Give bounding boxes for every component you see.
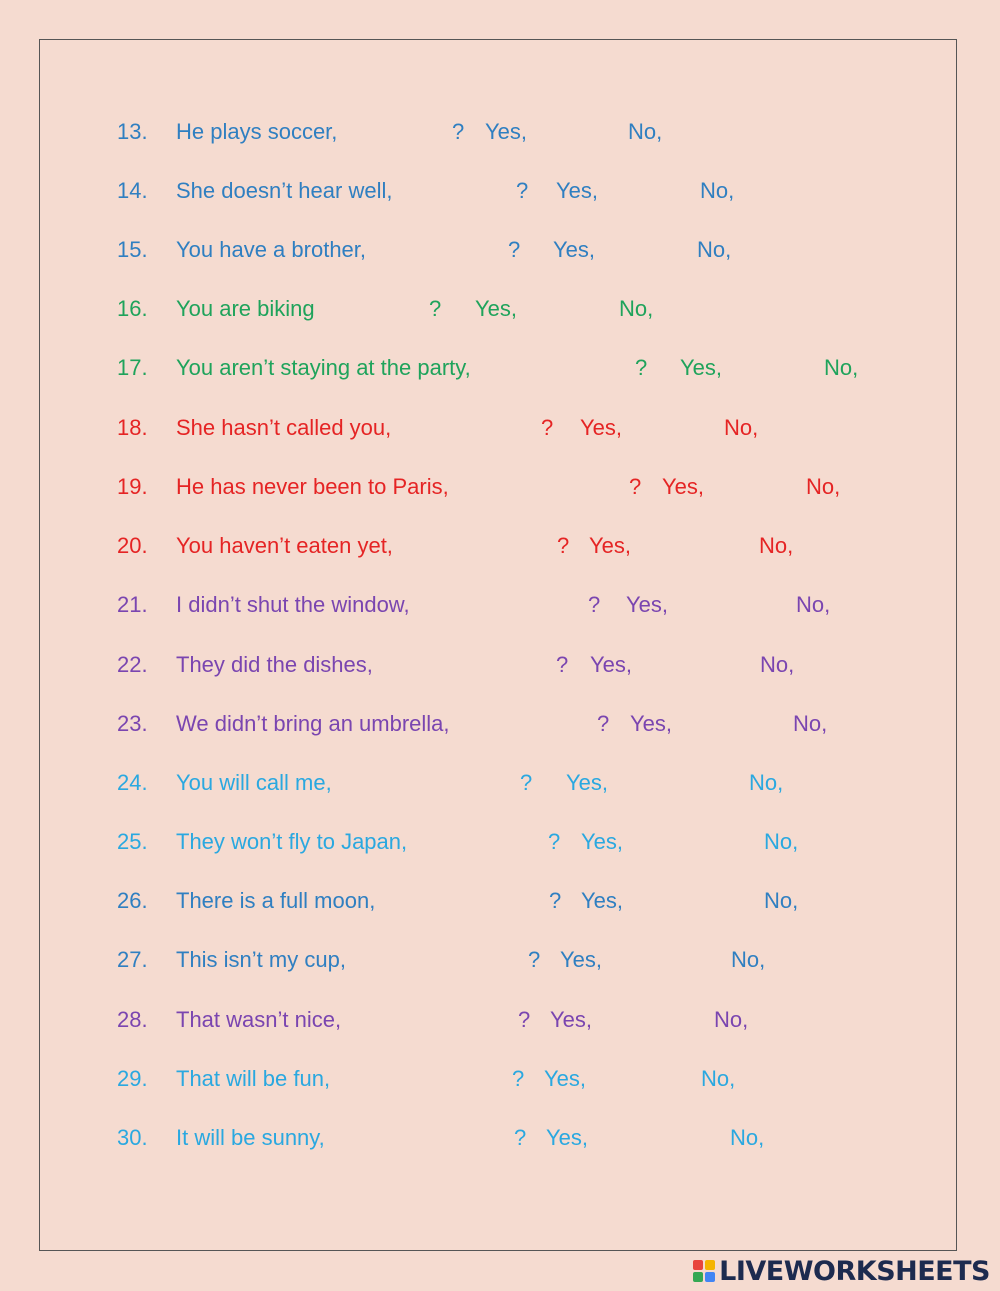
question-number: 19. bbox=[117, 474, 148, 499]
no-answer-label: No, bbox=[764, 829, 799, 854]
no-answer-label: No, bbox=[760, 652, 795, 677]
question-sentence: They won’t fly to Japan, bbox=[176, 829, 408, 854]
yes-answer-label: Yes, bbox=[556, 178, 599, 203]
question-mark: ? bbox=[635, 355, 648, 380]
question-sentence: She hasn’t called you, bbox=[176, 415, 392, 440]
logo-mark-icon bbox=[693, 1260, 715, 1282]
question-sentence: That will be fun, bbox=[176, 1066, 331, 1091]
question-sentence: It will be sunny, bbox=[176, 1125, 325, 1150]
question-number: 22. bbox=[117, 652, 148, 677]
question-mark: ? bbox=[588, 592, 601, 617]
question-mark: ? bbox=[548, 829, 561, 854]
question-number: 30. bbox=[117, 1125, 148, 1150]
question-sentence: He plays soccer, bbox=[176, 119, 338, 144]
question-sentence: That wasn’t nice, bbox=[176, 1007, 342, 1032]
question-number: 29. bbox=[117, 1066, 148, 1091]
logo-square bbox=[705, 1272, 715, 1282]
question-sentence: He has never been to Paris, bbox=[176, 474, 449, 499]
question-row bbox=[0, 1002, 1000, 1038]
question-row bbox=[0, 765, 1000, 801]
no-answer-label: No, bbox=[619, 296, 654, 321]
question-row bbox=[0, 173, 1000, 209]
question-mark: ? bbox=[629, 474, 642, 499]
question-number: 14. bbox=[117, 178, 148, 203]
question-row bbox=[0, 232, 1000, 268]
question-row bbox=[0, 410, 1000, 446]
question-number: 17. bbox=[117, 355, 148, 380]
question-sentence: This isn’t my cup, bbox=[176, 947, 346, 972]
logo-text: LIVEWORKSHEETS bbox=[719, 1255, 990, 1287]
question-mark: ? bbox=[520, 770, 533, 795]
question-mark: ? bbox=[597, 711, 610, 736]
question-row bbox=[0, 824, 1000, 860]
question-number: 13. bbox=[117, 119, 148, 144]
question-row bbox=[0, 114, 1000, 150]
logo-square bbox=[693, 1272, 703, 1282]
question-mark: ? bbox=[556, 652, 569, 677]
yes-answer-label: Yes, bbox=[544, 1066, 587, 1091]
no-answer-label: No, bbox=[793, 711, 828, 736]
question-mark: ? bbox=[528, 947, 541, 972]
yes-answer-label: Yes, bbox=[546, 1125, 589, 1150]
question-sentence: They did the dishes, bbox=[176, 652, 373, 677]
question-mark: ? bbox=[429, 296, 442, 321]
no-answer-label: No, bbox=[724, 415, 759, 440]
no-answer-label: No, bbox=[796, 592, 831, 617]
question-row bbox=[0, 587, 1000, 623]
yes-answer-label: Yes, bbox=[662, 474, 705, 499]
yes-answer-label: Yes, bbox=[553, 237, 596, 262]
question-number: 18. bbox=[117, 415, 148, 440]
liveworksheets-logo bbox=[693, 1257, 990, 1285]
question-sentence: I didn’t shut the window, bbox=[176, 592, 410, 617]
yes-answer-label: Yes, bbox=[630, 711, 673, 736]
no-answer-label: No, bbox=[730, 1125, 765, 1150]
question-sentence: There is a full moon, bbox=[176, 888, 376, 913]
question-mark: ? bbox=[512, 1066, 525, 1091]
no-answer-label: No, bbox=[731, 947, 766, 972]
question-mark: ? bbox=[514, 1125, 527, 1150]
question-number: 26. bbox=[117, 888, 148, 913]
question-row bbox=[0, 291, 1000, 327]
question-sentence: You will call me, bbox=[176, 770, 332, 795]
question-number: 20. bbox=[117, 533, 148, 558]
question-sentence: You are biking bbox=[176, 296, 315, 321]
question-row bbox=[0, 528, 1000, 564]
yes-answer-label: Yes, bbox=[589, 533, 632, 558]
yes-answer-label: Yes, bbox=[560, 947, 603, 972]
question-row bbox=[0, 350, 1000, 386]
yes-answer-label: Yes, bbox=[581, 888, 624, 913]
no-answer-label: No, bbox=[759, 533, 794, 558]
logo-square bbox=[693, 1260, 703, 1270]
no-answer-label: No, bbox=[697, 237, 732, 262]
question-number: 21. bbox=[117, 592, 148, 617]
question-number: 25. bbox=[117, 829, 148, 854]
question-sentence: You haven’t eaten yet, bbox=[176, 533, 393, 558]
no-answer-label: No, bbox=[764, 888, 799, 913]
yes-answer-label: Yes, bbox=[550, 1007, 593, 1032]
question-sentence: You aren’t staying at the party, bbox=[176, 355, 471, 380]
yes-answer-label: Yes, bbox=[680, 355, 723, 380]
question-number: 24. bbox=[117, 770, 148, 795]
no-answer-label: No, bbox=[714, 1007, 749, 1032]
yes-answer-label: Yes, bbox=[626, 592, 669, 617]
no-answer-label: No, bbox=[628, 119, 663, 144]
question-number: 23. bbox=[117, 711, 148, 736]
question-mark: ? bbox=[508, 237, 521, 262]
yes-answer-label: Yes, bbox=[485, 119, 528, 144]
question-number: 27. bbox=[117, 947, 148, 972]
yes-answer-label: Yes, bbox=[581, 829, 624, 854]
yes-answer-label: Yes, bbox=[580, 415, 623, 440]
question-row bbox=[0, 1061, 1000, 1097]
question-row bbox=[0, 942, 1000, 978]
question-row bbox=[0, 469, 1000, 505]
question-row bbox=[0, 647, 1000, 683]
question-mark: ? bbox=[549, 888, 562, 913]
no-answer-label: No, bbox=[806, 474, 841, 499]
yes-answer-label: Yes, bbox=[590, 652, 633, 677]
question-mark: ? bbox=[557, 533, 570, 558]
no-answer-label: No, bbox=[824, 355, 859, 380]
no-answer-label: No, bbox=[701, 1066, 736, 1091]
question-row bbox=[0, 706, 1000, 742]
question-row bbox=[0, 883, 1000, 919]
no-answer-label: No, bbox=[700, 178, 735, 203]
question-number: 28. bbox=[117, 1007, 148, 1032]
question-row bbox=[0, 1120, 1000, 1156]
question-mark: ? bbox=[518, 1007, 531, 1032]
yes-answer-label: Yes, bbox=[475, 296, 518, 321]
no-answer-label: No, bbox=[749, 770, 784, 795]
yes-answer-label: Yes, bbox=[566, 770, 609, 795]
question-mark: ? bbox=[516, 178, 529, 203]
question-mark: ? bbox=[452, 119, 465, 144]
question-sentence: We didn’t bring an umbrella, bbox=[176, 711, 450, 736]
question-sentence: She doesn’t hear well, bbox=[176, 178, 393, 203]
question-sentence: You have a brother, bbox=[176, 237, 367, 262]
question-number: 15. bbox=[117, 237, 148, 262]
logo-square bbox=[705, 1260, 715, 1270]
question-number: 16. bbox=[117, 296, 148, 321]
question-mark: ? bbox=[541, 415, 554, 440]
